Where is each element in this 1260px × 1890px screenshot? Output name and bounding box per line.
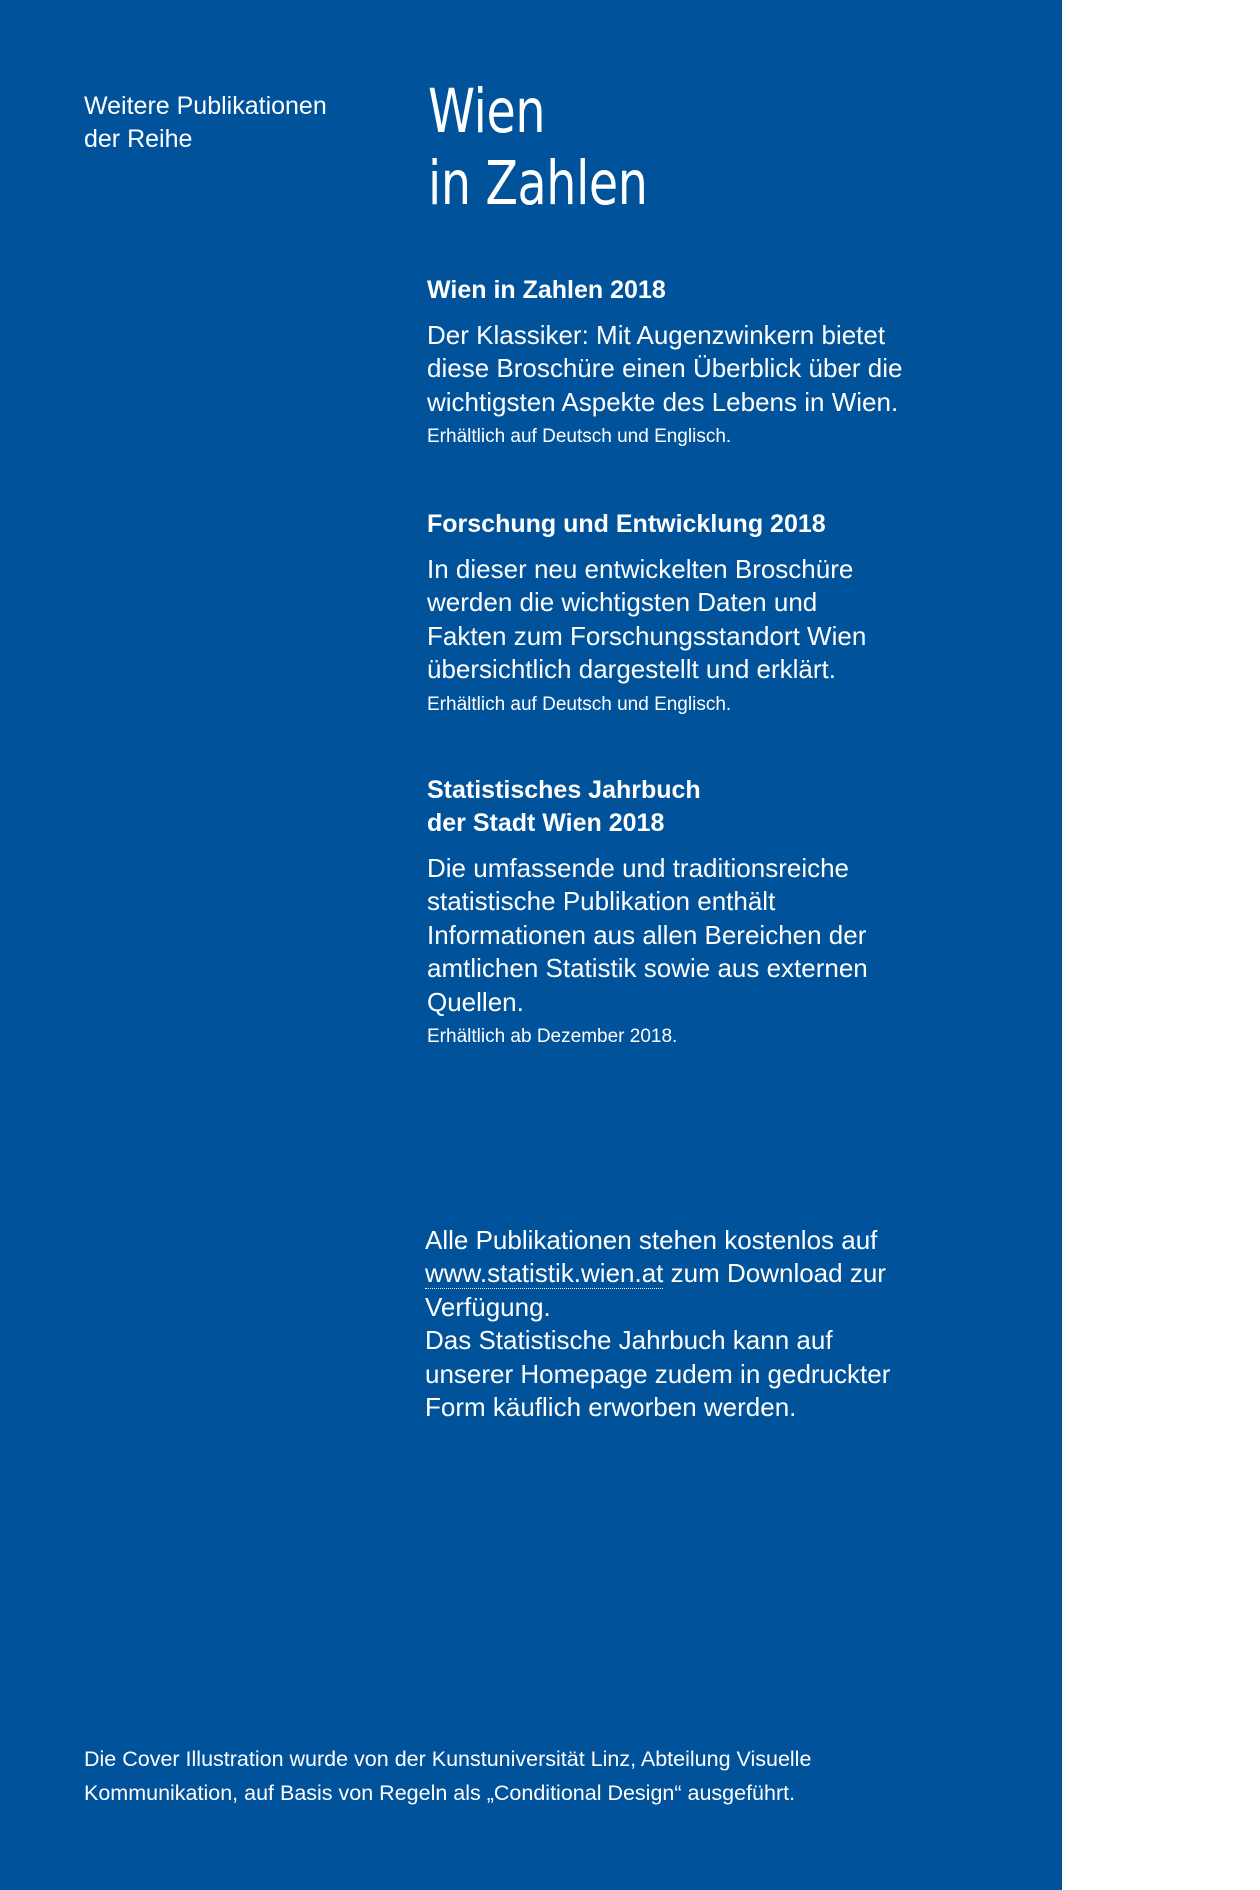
publication-title-line: der Stadt Wien 2018	[427, 809, 665, 837]
info-line: Verfügung.	[425, 1291, 551, 1322]
page-title-line-2: in Zahlen	[428, 148, 648, 219]
description-line: In dieser neu entwickelten Broschüre	[427, 554, 854, 584]
info-line: Alle Publikationen stehen kostenlos auf	[425, 1225, 878, 1255]
description-line: diese Broschüre einen Überblick über die	[427, 353, 903, 384]
description-line: amtlichen Statistik sowie aus externen	[427, 953, 868, 984]
publication-title: Wien in Zahlen 2018	[427, 276, 666, 304]
credit-line: Kommunikation, auf Basis von Regeln als „Conditional Design“ ausgeführt.	[84, 1781, 796, 1805]
info-line: Form käuflich erworben werden.	[425, 1392, 797, 1423]
credit-line: Die Cover Illustration wurde von der Kunstuniversität Linz, Abteilung Visuelle	[84, 1747, 812, 1771]
description-line: Die umfassende und traditionsreiche	[427, 853, 850, 883]
publication-description	[427, 553, 947, 687]
description-line: werden die wichtigsten Daten und	[427, 587, 818, 618]
description-line: wichtigsten Aspekte des Lebens in Wien.	[427, 386, 899, 417]
description-line: übersichtlich dargestellt und erklärt.	[427, 654, 836, 685]
info-line: Das Statistische Jahrbuch kann auf	[425, 1325, 833, 1356]
description-line: Der Klassiker: Mit Augenzwinkern bietet	[427, 320, 886, 350]
description-line: Informationen aus allen Bereichen der	[427, 919, 867, 950]
page-title-line-1: Wien	[428, 76, 546, 147]
availability-note: Erhältlich auf Deutsch und Englisch.	[427, 426, 732, 448]
info-line-rest: zum Download zur	[663, 1258, 886, 1289]
publication-description	[427, 852, 947, 1019]
publication-title	[427, 774, 947, 840]
series-label-line-1: Weitere Publikationen	[84, 92, 327, 120]
page-title	[428, 76, 865, 220]
series-label-line-2: der Reihe	[84, 125, 193, 153]
publication-wien-in-zahlen	[427, 274, 947, 449]
cover-credit	[84, 1742, 904, 1810]
availability-note: Erhältlich auf Deutsch und Englisch.	[427, 693, 732, 715]
publication-title: Forschung und Entwicklung 2018	[427, 510, 826, 538]
download-info	[425, 1224, 965, 1424]
statistik-website-link[interactable]: www.statistik.wien.at	[425, 1258, 664, 1289]
description-line: Quellen.	[427, 986, 524, 1017]
description-line: Fakten zum Forschungsstandort Wien	[427, 620, 867, 651]
publication-description	[427, 319, 947, 419]
publication-forschung-entwicklung	[427, 508, 947, 717]
publication-statistisches-jahrbuch	[427, 774, 947, 1049]
description-line: statistische Publikation enthält	[427, 886, 776, 917]
availability-note: Erhältlich ab Dezember 2018.	[427, 1026, 678, 1048]
series-label	[84, 90, 384, 156]
info-line-with-link	[425, 1257, 965, 1290]
info-line: unserer Homepage zudem in gedruckter	[425, 1358, 891, 1389]
publication-title-line: Statistisches Jahrbuch	[427, 776, 701, 804]
